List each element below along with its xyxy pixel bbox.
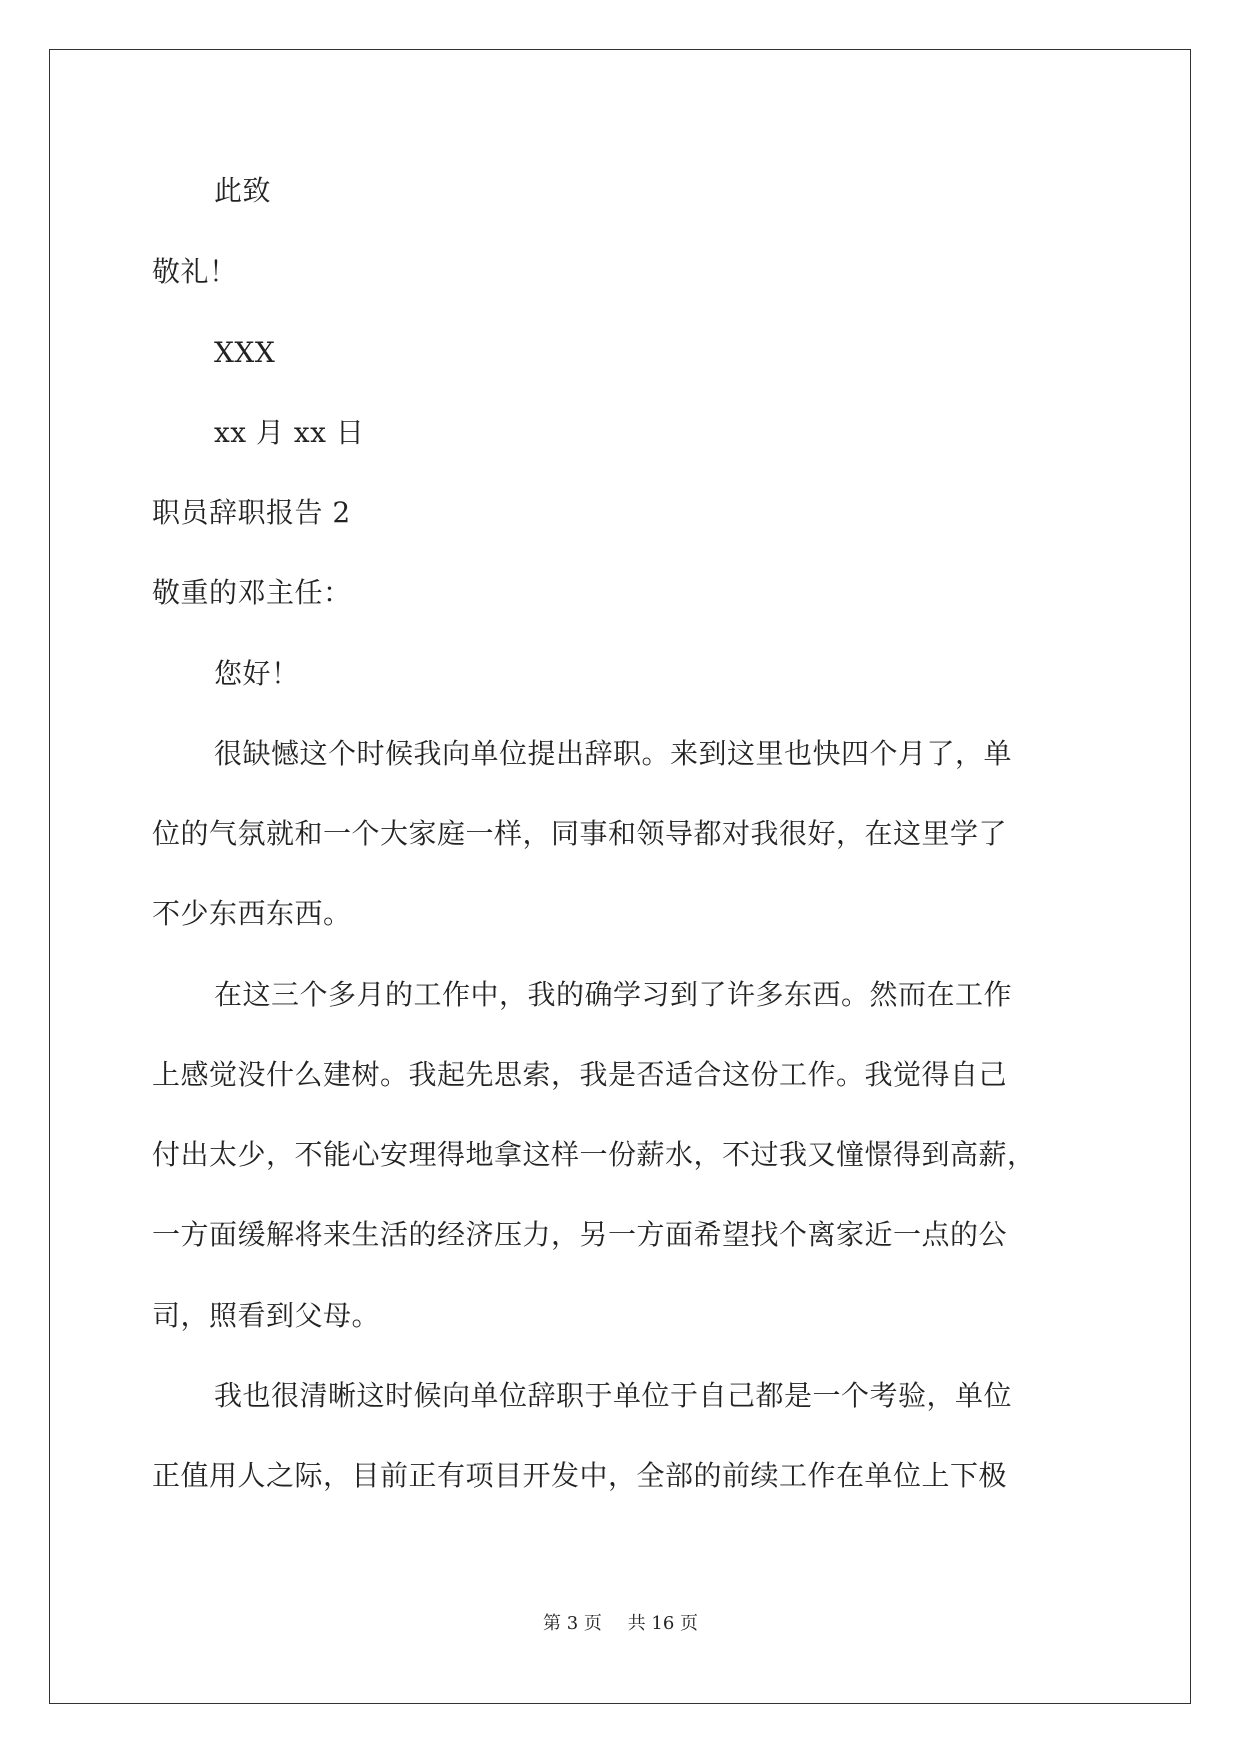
paragraph-line: 一方面缓解将来生活的经济压力，另一方面希望找个离家近一点的公 [152,1218,1008,1251]
paragraph-line: 在这三个多月的工作中，我的确学习到了许多东西。然而在工作 [214,978,1013,1011]
section-title: 职员辞职报告 2 [152,496,351,529]
paragraph-line: 不少东西东西。 [152,897,352,930]
paragraph-line: 我也很清晰这时候向单位辞职于单位于自己都是一个考验，单位 [214,1379,1013,1412]
greeting-recipient: 敬重的邓主任： [152,576,352,609]
paragraph-line: 司，照看到父母。 [152,1299,381,1332]
paragraph-line: 正值用人之际，目前正有项目开发中，全部的前续工作在单位上下极 [152,1459,1008,1492]
page-footer [0,1612,1241,1636]
paragraph-line: 付出太少，不能心安理得地拿这样一份薪水，不过我又憧憬得到高薪， [152,1138,1036,1171]
paragraph-line: 位的气氛就和一个大家庭一样，同事和领导都对我很好，在这里学了 [152,817,1008,850]
paragraph-line: 上感觉没什么建树。我起先思索，我是否适合这份工作。我觉得自己 [152,1058,1008,1091]
page-number-total: 共 16 页 [627,1613,698,1634]
greeting-hello: 您好！ [214,657,300,690]
closing-salutation: 此致 [214,174,272,207]
closing-regards: 敬礼！ [152,255,238,288]
signature-name: XXX [214,336,276,369]
paragraph-line: 很缺憾这个时候我向单位提出辞职。来到这里也快四个月了，单 [214,737,1013,770]
signature-date: xx 月 xx 日 [214,416,365,449]
page-number-current: 第 3 页 [543,1613,602,1634]
